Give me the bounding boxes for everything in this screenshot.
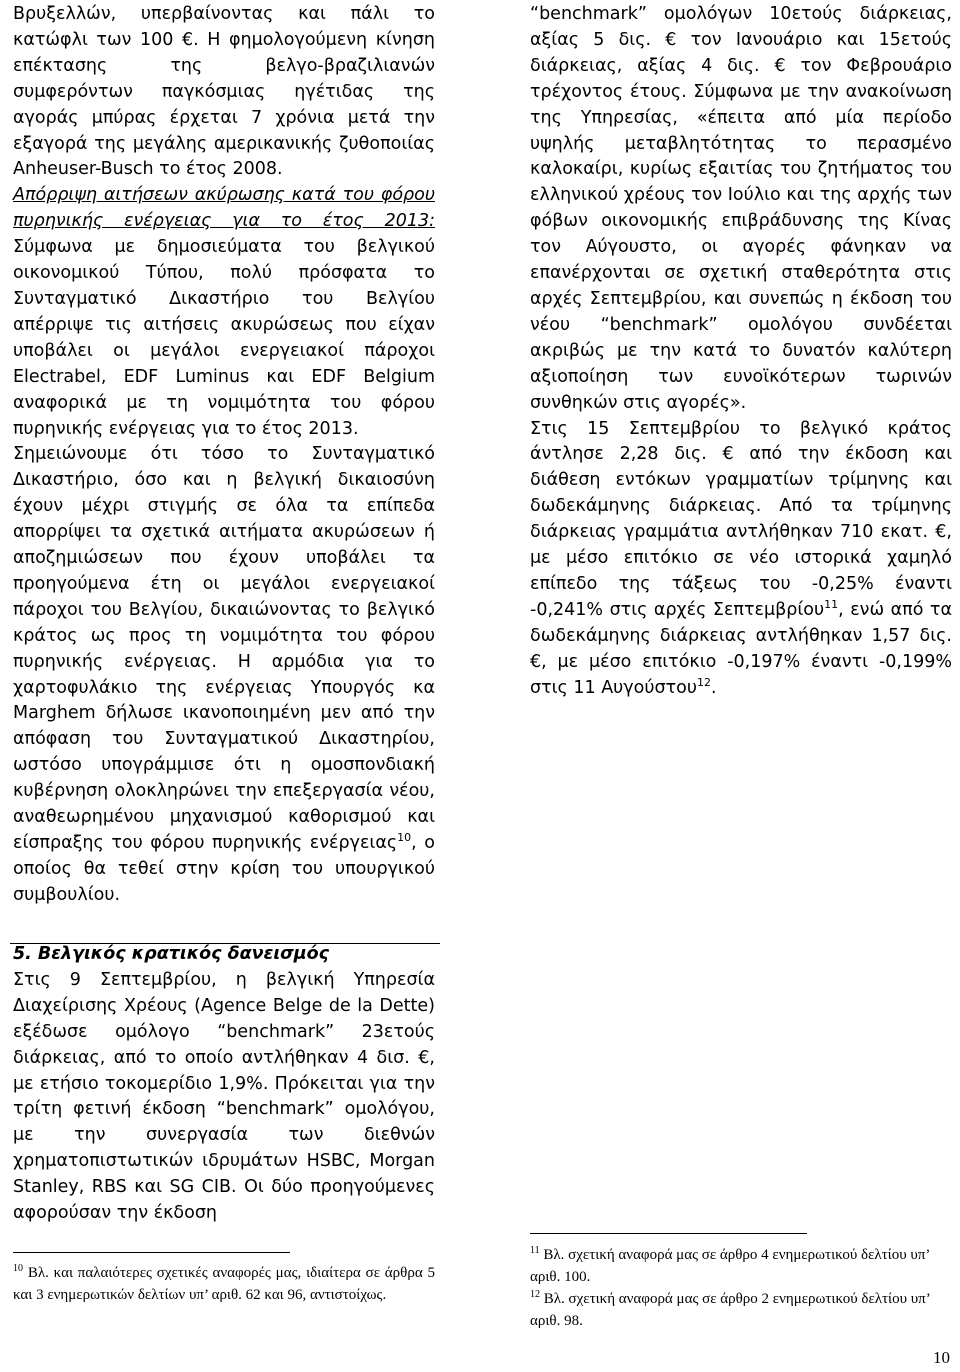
right-column <box>530 2 952 701</box>
section-5-state-borrowing <box>13 942 435 1227</box>
footnote-separator-left <box>13 1252 290 1253</box>
treasury-bills-text-end: . <box>710 677 717 698</box>
footnote-12-text: Βλ. σχετική αναφορά μας σε άρθρο 2 ενημερωτικού δελτίου υπ’ αριθ. 98. <box>530 1291 930 1329</box>
footnotes-right <box>530 1244 952 1332</box>
footnote-12-number: 12 <box>530 1289 540 1300</box>
footnote-ref-11: 11 <box>824 598 839 612</box>
footnote-11-number: 11 <box>530 1245 540 1256</box>
footnote-11 <box>530 1244 952 1288</box>
treasury-bills-text-cont: , ενώ από τα δωδεκάμηνης διάρκειας αντλήθηκαν 1,57 δις. €, με μέσο επιτόκιο -0,197% έναντι -0,199% στις 11 Αυγούστου <box>530 599 952 698</box>
nuclear-tax-body: Σύμφωνα με δημοσιεύματα του βελγικού οικονομικού Τύπου, πολύ πρόσφατα το Συνταγματικό Δικαστήριο του Βελγίου απέρριψε τις αιτήσεις ακυρώσεως που είχαν υποβάλει οι μεγάλοι ενεργειακοί πάροχοι Electrabel, EDF Luminus και EDF Belgium αναφορικά με τη νομιμότητα του φόρου πυρηνικής ενέργειας για το έτος 2013. <box>13 237 435 439</box>
footnote-10-text: Βλ. και παλαιότερες σχετικές αναφορές μας, ιδιαίτερα σε άρθρα 5 και 3 ενημερωτικών δελτίων υπ’ αριθ. 62 και 96, αντιστοίχως. <box>13 1265 435 1303</box>
court-rulings-text: Σημειώνουμε ότι τόσο το Συνταγματικό Δικαστήριο, όσο και η βελγική δικαιοσύνη έχουν μέχρι στιγμής σε όλα τα επίπεδα απορρίψει τα σχετικά αιτήματα ακυρώσεων ή αποζημιώσεων που έχουν υποβάλει τα προηγούμενα έτη οι μεγάλοι ενεργειακοί πάροχοι του Βελγίου, δικαιώνοντας το βελγικό κράτος ως προς τη νομιμότητα του φόρου πυρηνικής ενέργειας. Η αρμόδια για το χαρτοφυλάκιο της ενέργειας Υπουργός κα Marghem δήλωσε ικανοποιημένη μεν από την απόφαση του Συνταγματικού Δικαστηρίου, ωστόσο υπογράμμισε ότι η ομοσπονδιακή κυβέρνηση ολοκληρώνει την επεξεργασία νέου, αναθεωρημένου μηχανισμού καθορισμού και είσπραξης του φόρου πυρηνικής ενέργειας <box>13 444 435 853</box>
page-number: 10 <box>933 1348 950 1367</box>
paragraph-treasury-bills <box>530 417 952 702</box>
paragraph-nuclear-tax <box>13 183 435 442</box>
footnote-separator-right <box>530 1233 807 1234</box>
paragraph-benchmark-bonds: “benchmark” ομολόγων 10ετούς διάρκειας, αξίας 5 δις. € τον Ιανουάριο και 15ετούς διάρκειας, αξίας 4 δις. € τον Φεβρουάριο τρέχοντος έτους. Σύμφωνα με την ανακοίνωση της Υπηρεσίας, «έπειτα από μία περίοδο υψηλής μεταβλητότητας το περασμένο καλοκαίρι, κυρίως εξαιτίας του ζητήματος του ελληνικού χρέους τον Ιούλιο και της αρχής των φόβων οικονομικής επιβράδυνσης της Κίνας τον Αύγουστο, οι αγορές φάνηκαν να επανέρχονται σε σχετική σταθερότητα στις αρχές Σεπτεμβρίου, και συνεπώς η έκδοση του νέου “benchmark” ομολόγου συνδέεται ακριβώς με την κατά το δυνατόν καλύτερη αξιοποίηση των ευνοϊκότερων τωρινών συνθηκών στις αγορές». <box>530 4 952 413</box>
footnote-11-text: Βλ. σχετική αναφορά μας σε άρθρο 4 ενημερωτικού δελτίου υπ’ αριθ. 100. <box>530 1247 930 1285</box>
footnote-ref-10: 10 <box>397 831 412 845</box>
footnote-10-number: 10 <box>13 1263 23 1274</box>
court-rulings-text-end: , ο οποίος θα τεθεί στην κρίση του υπουργικού συμβουλίου. <box>13 833 435 905</box>
paragraph-abinbev: Βρυξελλών, υπερβαίνοντας και πάλι το κατώφλι των 100 €. Η φημολογούμενη κίνηση επέκτασης της βελγο-βραζιλιανών συμφερόντων παγκόσμιας ηγέτιδας της αγοράς μπύρας έρχεται 7 χρόνια μετά την εξαγορά της μεγάλης αμερικανικής ζυθοποιίας Anheuser-Busch το έτος 2008. <box>13 4 435 180</box>
section-5-body: Στις 9 Σεπτεμβρίου, η βελγική Υπηρεσία Διαχείρισης Χρέους (Agence Belge de la Dette) εξέδωσε ομόλογο “benchmark” 23ετούς διάρκειας, από το οποίο αντλήθηκαν 4 δισ. €, με ετήσιο τοκομερίδιο 1,9%. Πρόκειται για την τρίτη φετινή έκδοση “benchmark” ομολόγου, με την συνεργασία των διεθνών χρηματοπιστωτικών ιδρυμάτων HSBC, Morgan Stanley, RBS και SG CIB. Οι δύο προηγούμενες αφορούσαν την έκδοση <box>13 969 435 1224</box>
treasury-bills-text: Στις 15 Σεπτεμβρίου το βελγικό κράτος άντλησε 2,28 δις. € από την έκδοση και διάθεση εντόκων γραμματίων τρίμηνης και δωδεκάμηνης διάρκειας. Από τα τρίμηνης διάρκειας γραμμάτια αντλήθηκαν 710 εκατ. €, με μέσο επιτόκιο σε νέο ιστορικά χαμηλό επίπεδο της τάξεως του -0,25% έναντι -0,241% στις αρχές Σεπτεμβρίου <box>530 418 952 620</box>
paragraph-court-rulings <box>13 442 435 908</box>
nuclear-tax-heading: Απόρριψη αιτήσεων ακύρωσης κατά του φόρου πυρηνικής ενέργειας για το έτος 2013: <box>13 185 435 232</box>
footnote-ref-12: 12 <box>696 675 711 689</box>
section-5-heading: 5. Βελγικός κρατικός δανεισμός <box>13 944 330 964</box>
left-column <box>13 2 435 909</box>
footnote-12 <box>530 1288 952 1332</box>
footnote-10 <box>13 1262 435 1306</box>
